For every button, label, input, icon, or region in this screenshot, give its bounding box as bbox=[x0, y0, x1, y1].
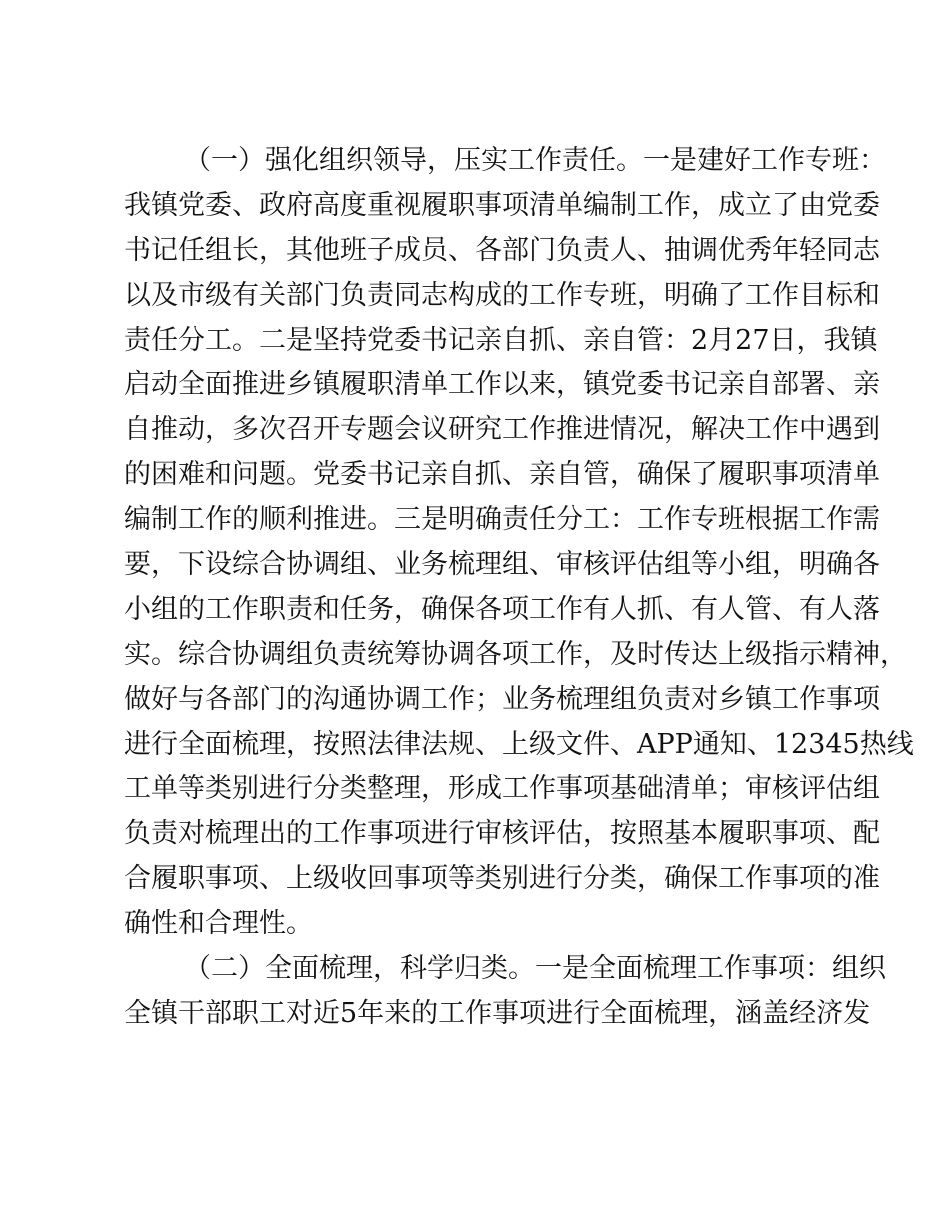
text-line: 编制工作的顺利推进。三是明确责任分工：工作专班根据工作需 bbox=[124, 504, 880, 536]
text-line: 责任分工。二是坚持党委书记亲自抓、亲自管：2月27日，我镇 bbox=[124, 324, 878, 356]
text-line: 合履职事项、上级收回事项等类别进行分类，确保工作事项的准 bbox=[124, 863, 880, 895]
text-line: 工单等类别进行分类整理，形成工作事项基础清单；审核评估组 bbox=[124, 773, 880, 805]
text-line: 全镇干部职工对近5年来的工作事项进行全面梳理，涵盖经济发 bbox=[124, 997, 871, 1029]
paragraph-1-last-line: 确性和合理性。 bbox=[124, 908, 313, 940]
document-body bbox=[124, 139, 914, 1037]
text-line: 以及市级有关部门负责同志构成的工作专班，明确了工作目标和 bbox=[124, 279, 880, 311]
text-line: 实。综合协调组负责统筹协调各项工作，及时传达上级指示精神， bbox=[124, 638, 907, 670]
text-line: 负责对梳理出的工作事项进行审核评估，按照基本履职事项、配 bbox=[124, 818, 880, 850]
text-line: 书记任组长，其他班子成员、各部门负责人、抽调优秀年轻同志 bbox=[124, 234, 880, 266]
text-line: 启动全面推进乡镇履职清单工作以来，镇党委书记亲自部署、亲 bbox=[124, 369, 880, 401]
text-line: 我镇党委、政府高度重视履职事项清单编制工作，成立了由党委 bbox=[124, 189, 880, 221]
paragraph-2-heading-line: （二）全面梳理，科学归类。一是全面梳理工作事项：组织 bbox=[184, 953, 886, 985]
text-line: 小组的工作职责和任务，确保各项工作有人抓、有人管、有人落 bbox=[124, 593, 880, 625]
paragraph-1-heading-line: （一）强化组织领导，压实工作责任。一是建好工作专班： bbox=[184, 145, 886, 176]
text-line: 要，下设综合协调组、业务梳理组、审核评估组等小组，明确各 bbox=[124, 549, 880, 581]
text-line: 进行全面梳理，按照法律法规、上级文件、APP通知、12345热线 bbox=[124, 728, 914, 760]
text-line: 自推动，多次召开专题会议研究工作推进情况，解决工作中遇到 bbox=[124, 414, 880, 446]
text-line: 的困难和问题。党委书记亲自抓、亲自管，确保了履职事项清单 bbox=[124, 459, 880, 491]
text-line: 做好与各部门的沟通协调工作；业务梳理组负责对乡镇工作事项 bbox=[124, 683, 880, 715]
